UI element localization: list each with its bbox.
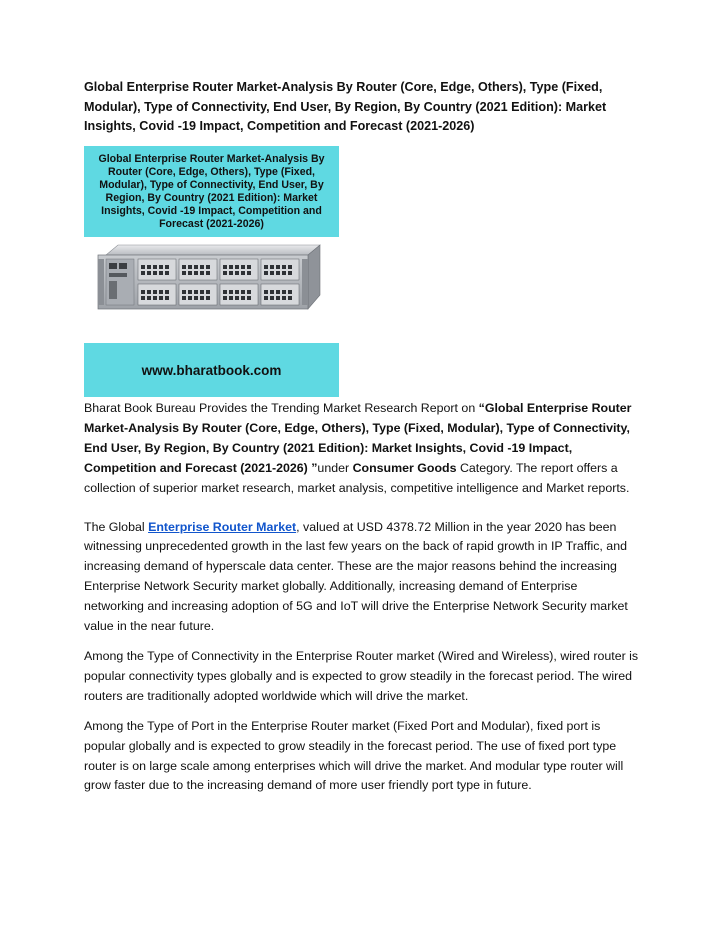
intro-lead: Bharat Book Bureau Provides the Trending Market Research Report on bbox=[84, 401, 479, 415]
intro-tail: Category. The report offers a collection of superior market research, market analysis, competitive intelligence and Market reports. bbox=[84, 460, 630, 495]
banner-heading: Global Enterprise Router Market-Analysis By Router (Core, Edge, Others), Type (Fixed, Modular), Type of Connectivity, End User, By Region, By Country (2021 Edition): Market Insights, Covid -19 Impact, Competition and Forecast (2021-2026) bbox=[98, 152, 325, 230]
page-title: Global Enterprise Router Market-Analysis By Router (Core, Edge, Others), Type (Fixed, Modular), Type of Connectivity, End User, By Region, By Country (2021 Edition): Market Insights, Covid -19 Impact, Competition and Forecast (2021-2026) bbox=[84, 80, 607, 133]
intro-under: under bbox=[317, 460, 353, 475]
banner-url: www.bharatbook.com bbox=[141, 362, 282, 378]
router-icon bbox=[84, 237, 339, 343]
article-body bbox=[84, 399, 640, 806]
intro-paragraph bbox=[84, 399, 640, 499]
market-value-paragraph bbox=[84, 518, 640, 637]
para2-lead: The Global bbox=[84, 519, 149, 534]
banner-url-panel bbox=[84, 343, 339, 397]
para2-tail: , valued at USD 4378.72 Million in the year 2020 has been witnessing unprecedented growth in the last few years on the back of rapid growth in IP Traffic, and increasing demand of hyperscale data center. These are the major reasons behind the increasing Enterprise Network Security market globally. Additionally, increasing demand of Enterprise networking and increasing adoption of 5G and IoT will drive the Enterprise Network Security market value in the near future. bbox=[84, 519, 628, 634]
connectivity-paragraph: Among the Type of Connectivity in the Enterprise Router market (Wired and Wireless), wired router is popular connectivity types globally and is expected to grow steadily in the forecast period. The wired routers are traditionally adopted worldwide which will drive the market. bbox=[84, 648, 639, 703]
banner-heading-panel bbox=[84, 146, 339, 237]
document-header bbox=[84, 78, 644, 137]
enterprise-router-market-link[interactable]: Enterprise Router Market bbox=[148, 519, 297, 534]
port-type-paragraph: Among the Type of Port in the Enterprise Router market (Fixed Port and Modular), fixed port is popular globally and is expected to grow steadily in the forecast period. The use of fixed port type router is on large scale among enterprises which will drive the market. And modular type router will grow faster due to the increasing demand of more user friendly port type in future. bbox=[84, 718, 624, 793]
category-name: Consumer Goods bbox=[352, 460, 457, 475]
report-banner-image bbox=[84, 146, 339, 397]
report-name: “Global Enterprise Router Market-Analysis By Router (Core, Edge, Others), Type (Fixed, Modular), Type of Connectivity, End User, By Region, By Country (2021 Edition): Market Insights, Covid -19 Impact, Competition and Forecast (2021-2026) ” bbox=[84, 401, 632, 475]
router-chassis-image bbox=[84, 237, 339, 343]
